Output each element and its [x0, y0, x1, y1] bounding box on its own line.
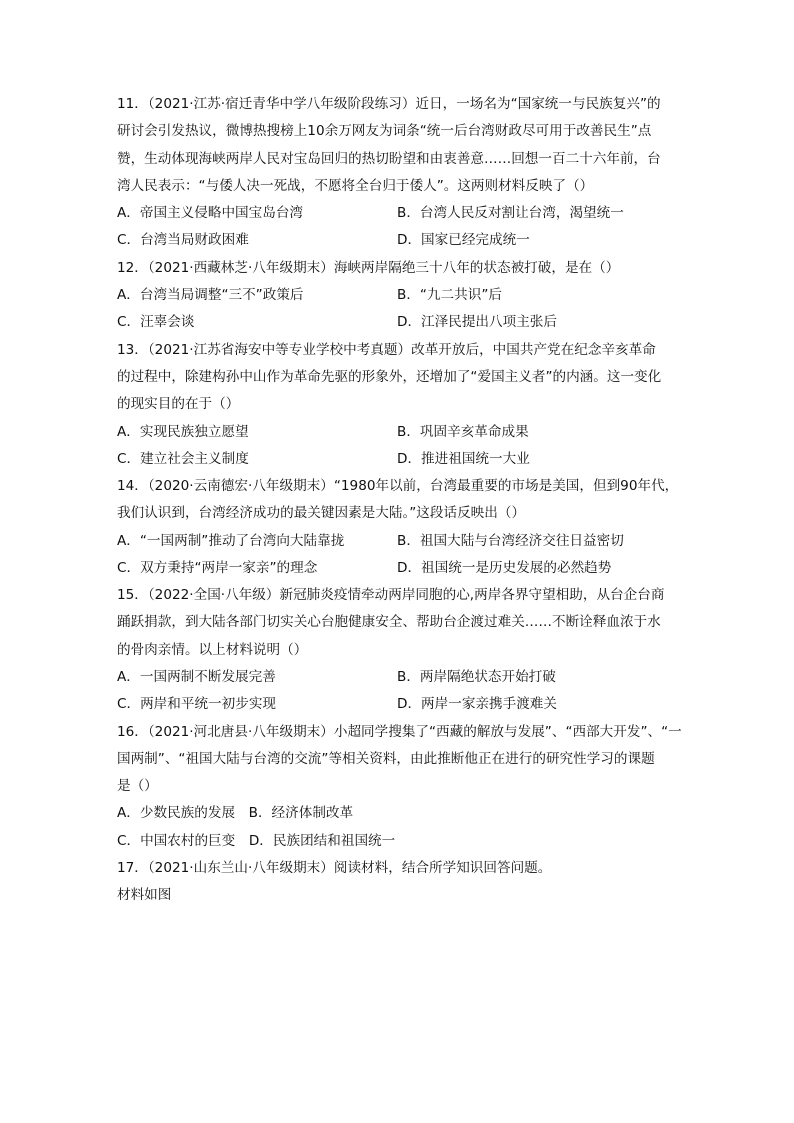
q13-stem-line-3: 的现实目的在于（）	[117, 396, 240, 412]
q15-option-c: C．两岸和平统一初步实现	[117, 696, 277, 712]
q15-option-d: D．两岸一家亲携手渡难关	[397, 696, 557, 712]
q15-stem-line-3: 的骨肉亲情。以上材料说明（）	[117, 642, 308, 658]
q14-option-c: C．双方秉持“两岸一家亲”的理念	[117, 560, 318, 576]
q14-option-a: A．“一国两制”推动了台湾向大陆靠拢	[117, 533, 345, 549]
q11-option-a: A．帝国主义侵略中国宝岛台湾	[117, 205, 304, 221]
q11-stem-line-1: 11．（2021·江苏·宿迁青华中学八年级阶段练习）近日，一场名为“国家统一与民族复兴”的	[117, 96, 661, 112]
q16-stem-line-3: 是（）	[117, 778, 158, 794]
q16-options-line-2: C．中国农村的巨变 D．民族团结和祖国统一	[117, 833, 396, 849]
q12-option-a: A．台湾当局调整“三不”政策后	[117, 287, 304, 303]
material-label: 材料如图	[117, 887, 172, 903]
q12-option-b: B．“九二共识”后	[397, 287, 502, 303]
q11-option-c: C．台湾当局财政困难	[117, 232, 249, 248]
q16-stem-line-2: 国两制”、“祖国大陆与台湾的交流”等相关资料，由此推断他正在进行的研究性学习的课题	[117, 751, 655, 767]
q12-stem-line-1: 12．（2021·西藏林芝·八年级期末）海峡两岸隔绝三十八年的状态被打破，是在（）	[117, 260, 620, 276]
q12-option-c: C．汪辜会谈	[117, 314, 195, 330]
q14-option-b: B．祖国大陆与台湾经济交往日益密切	[397, 533, 624, 549]
q11-option-d: D．国家已经完成统一	[397, 232, 530, 248]
q12-option-d: D．江泽民提出八项主张后	[397, 314, 557, 330]
q13-option-c: C．建立社会主义制度	[117, 451, 249, 467]
q13-stem-line-2: 的过程中，除建构孙中山作为革命先驱的形象外，还增加了“爱国主义者”的内涵。这一变化	[117, 369, 662, 385]
q11-stem-line-4: 湾人民表示：“与倭人决一死战，不愿将全台归于倭人”。这两则材料反映了（）	[117, 178, 594, 194]
q13-option-b: B．巩固辛亥革命成果	[397, 424, 529, 440]
q11-stem-line-3: 赞，生动体现海峡两岸人民对宝岛回归的热切盼望和由衷善意……回想一百二十六年前，台	[117, 151, 661, 167]
q14-stem-line-1: 14．（2020·云南德宏·八年级期末）“1980年以前，台湾最重要的市场是美国，但到90年代，	[117, 478, 679, 494]
q16-stem-line-1: 16．（2021·河北唐县·八年级期末）小超同学搜集了“西藏的解放与发展”、“西部大开发”、“一	[117, 724, 682, 740]
q11-option-b: B．台湾人民反对割让台湾，渴望统一	[397, 205, 624, 221]
q11-stem-line-2: 研讨会引发热议，微博热搜榜上10余万网友为词条“统一后台湾财政尽可用于改善民生”点	[117, 123, 652, 139]
q15-option-b: B．两岸隔绝状态开始打破	[397, 669, 556, 685]
q14-stem-line-2: 我们认识到，台湾经济成功的最关键因素是大陆。”这段话反映出（）	[117, 505, 526, 521]
q13-option-d: D．推进祖国统一大业	[397, 451, 530, 467]
q13-stem-line-1: 13．（2021·江苏省海安中等专业学校中考真题）改革开放后，中国共产党在纪念辛亥革命	[117, 342, 656, 358]
q14-option-d: D．祖国统一是历史发展的必然趋势	[397, 560, 612, 576]
q15-stem-line-1: 15．（2022·全国·八年级）新冠肺炎疫情牵动两岸同胞的心,两岸各界守望相助，从台企台商	[117, 587, 665, 603]
q13-option-a: A．实现民族独立愿望	[117, 424, 249, 440]
q15-stem-line-2: 踊跃捐款，到大陆各部门切实关心台胞健康安全、帮助台企渡过难关……不断诠释血浓于水	[117, 614, 661, 630]
q16-options-line-1: A．少数民族的发展 B．经济体制改革	[117, 805, 354, 821]
q17-stem-line-1: 17．（2021·山东兰山·八年级期末）阅读材料，结合所学知识回答问题。	[117, 860, 552, 876]
q15-option-a: A．一国两制不断发展完善	[117, 669, 276, 685]
